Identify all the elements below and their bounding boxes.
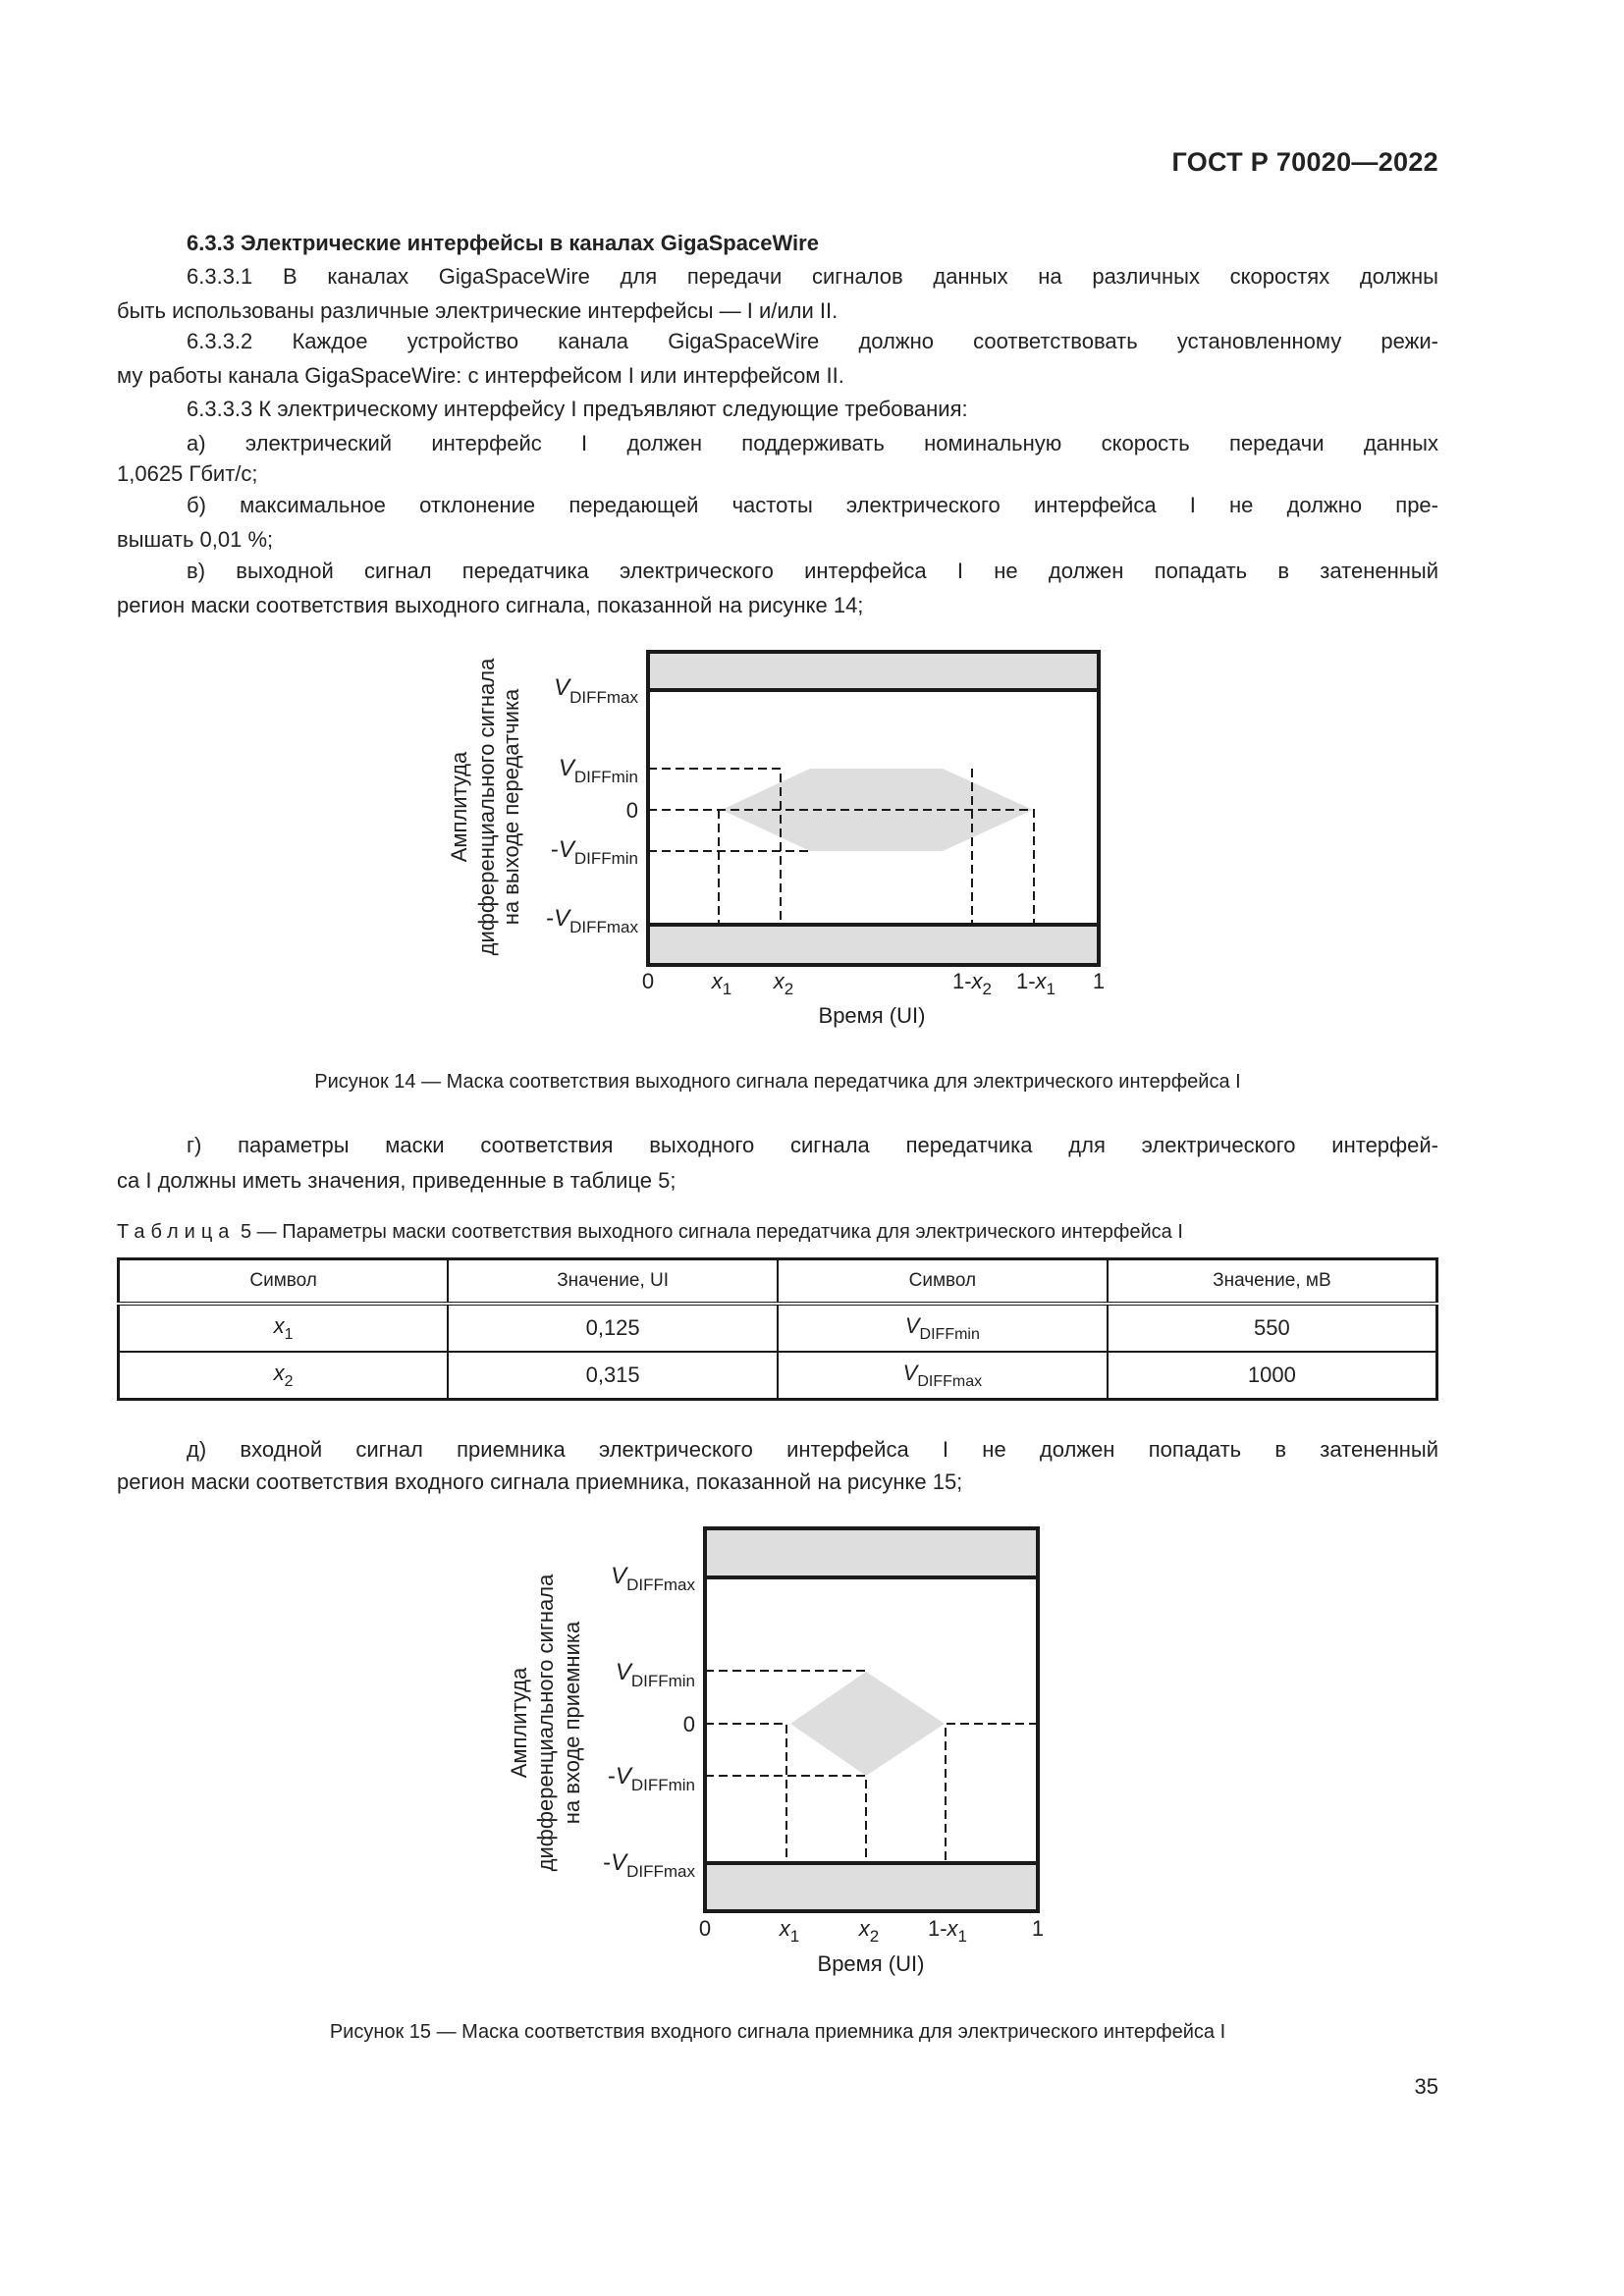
figure-15-caption: Рисунок 15 — Маска соответствия входного сигнала приемника для электрического интерфейса I <box>329 2021 1226 2043</box>
symbol-subscript: DIFFmax <box>917 1372 983 1390</box>
figure-15-receiver-mask <box>507 1528 1044 1976</box>
paragraph-line: 1,0625 Гбит/с; <box>117 461 258 486</box>
paragraph-line: 6.3.3.3 К электрическому интерфейсу I предъявляют следующие требования: <box>187 397 968 421</box>
symbol-subscript: 1 <box>284 1325 294 1343</box>
value-cell: 1000 <box>1108 1352 1437 1400</box>
page-number: 35 <box>1414 2074 1438 2099</box>
figure-14-transmitter-mask <box>447 652 1105 1028</box>
paragraph-line: быть использованы различные электрические интерфейсы — I и/или II. <box>117 298 839 323</box>
symbol: V <box>902 1360 918 1385</box>
y-label-neg-vdiffmin: $-V_{DIFFmin}$ <box>607 1763 695 1794</box>
paragraph-line: в) выходной сигнал передатчика электрического интерфейса I не должен попадать в затененный <box>187 559 1438 583</box>
y-axis-title <box>507 1574 584 1871</box>
x-label-x2: $x_2$ <box>858 1916 880 1946</box>
table-caption-label: Таблица <box>117 1221 236 1243</box>
lower-forbidden-region <box>648 925 1099 965</box>
figure-14-caption: Рисунок 14 — Маска соответствия выходного сигнала передатчика для электрического интерфейса I <box>314 1071 1241 1093</box>
paragraph-line: 6.3.3.1 В каналах GigaSpaceWire для передачи сигналов данных на различных скоростях должны <box>187 264 1438 289</box>
x-label-one-minus-x1: $1-x_1$ <box>1015 969 1056 998</box>
paragraph-line: му работы канала GigaSpaceWire: с интерфейсом I или интерфейсом II. <box>117 363 844 388</box>
x-label-zero: 0 <box>641 969 655 993</box>
eye-mask-diamond <box>790 1672 945 1776</box>
symbol-subscript: 2 <box>284 1372 294 1390</box>
symbol: V <box>904 1312 920 1338</box>
y-label-zero: 0 <box>682 1712 695 1736</box>
x-label-x1: $x_1$ <box>779 1916 800 1946</box>
table-caption-text: — Параметры маски соответствия выходного сигнала передатчика для электрического интерфейса I <box>256 1221 1183 1243</box>
svg-text:дифференциального сигнала: дифференциального сигнала <box>474 658 499 956</box>
value-cell: 0,125 <box>448 1304 778 1352</box>
y-label-vdiffmin: $V_{DIFFmin}$ <box>615 1659 695 1690</box>
y-label-vdiffmax: $V_{DIFFmax}$ <box>554 674 638 707</box>
upper-forbidden-region <box>648 652 1099 690</box>
y-label-neg-vdiffmin: $-V_{DIFFmin}$ <box>550 836 638 868</box>
upper-forbidden-region <box>705 1528 1038 1577</box>
column-header: Символ <box>778 1259 1108 1305</box>
svg-text:Амплитуда: Амплитуда <box>447 751 471 863</box>
x-axis-title: Время (UI) <box>818 1003 926 1028</box>
x-label-one-minus-x1: $1-x_1$ <box>927 1916 968 1946</box>
column-header: Значение, UI <box>448 1259 778 1305</box>
symbol: x <box>273 1312 285 1338</box>
value-cell: 0,315 <box>448 1352 778 1400</box>
lower-forbidden-region <box>705 1863 1038 1911</box>
paragraph-line: б) максимальное отклонение передающей частоты электрического интерфейса I не должно пре- <box>187 493 1438 517</box>
x-label-x2: $x_2$ <box>773 969 794 998</box>
symbol-subscript: DIFFmin <box>919 1325 980 1343</box>
svg-text:на выходе передатчика: на выходе передатчика <box>499 688 523 926</box>
x-label-one: 1 <box>1031 1916 1045 1941</box>
x-axis-title: Время (UI) <box>817 1951 925 1976</box>
paragraph-line: д) входной сигнал приемника электрического интерфейса I не должен попадать в затененный <box>187 1437 1438 1462</box>
x-label-one: 1 <box>1092 969 1106 993</box>
y-label-vdiffmax: $V_{DIFFmax}$ <box>611 1563 695 1594</box>
x-label-one-minus-x2: $1-x_2$ <box>951 969 993 998</box>
y-label-neg-vdiffmax: $-V_{DIFFmax}$ <box>603 1849 695 1881</box>
paragraph-line: регион маски соответствия входного сигнала приемника, показанной на рисунке 15; <box>117 1469 963 1494</box>
y-label-neg-vdiffmax: $-V_{DIFFmax}$ <box>546 905 638 936</box>
paragraph-line: а) электрический интерфейс I должен поддерживать номинальную скорость передачи данных <box>187 431 1438 455</box>
y-label-zero: 0 <box>625 798 638 823</box>
paragraph-line: вышать 0,01 %; <box>117 527 274 552</box>
svg-text:Амплитуда: Амплитуда <box>507 1667 531 1779</box>
paragraph-line: г) параметры маски соответствия выходного сигнала передатчика для электрического интерфей- <box>187 1133 1438 1157</box>
x-label-x1: $x_1$ <box>711 969 732 998</box>
paragraph-line: регион маски соответствия выходного сигнала, показанной на рисунке 14; <box>117 593 864 617</box>
x-label-zero: 0 <box>698 1916 712 1941</box>
y-axis-title <box>447 658 523 955</box>
svg-text:на входе приемника: на входе приемника <box>560 1621 584 1825</box>
y-label-vdiffmin: $V_{DIFFmin}$ <box>558 755 638 786</box>
column-header: Символ <box>119 1259 449 1305</box>
paragraph-line: 6.3.3.2 Каждое устройство канала GigaSpaceWire должно соответствовать установленному режи- <box>187 329 1438 353</box>
value-cell: 550 <box>1108 1304 1437 1352</box>
column-header: Значение, мВ <box>1108 1259 1437 1305</box>
paragraph-line: са I должны иметь значения, приведенные в таблице 5; <box>117 1168 677 1193</box>
symbol: x <box>273 1360 285 1385</box>
section-heading: 6.3.3 Электрические интерфейсы в каналах GigaSpaceWire <box>187 231 819 255</box>
document-code-header: ГОСТ Р 70020—2022 <box>1171 147 1438 177</box>
svg-text:дифференциального сигнала: дифференциального сигнала <box>533 1574 558 1872</box>
table-caption-number: 5 <box>240 1221 252 1243</box>
